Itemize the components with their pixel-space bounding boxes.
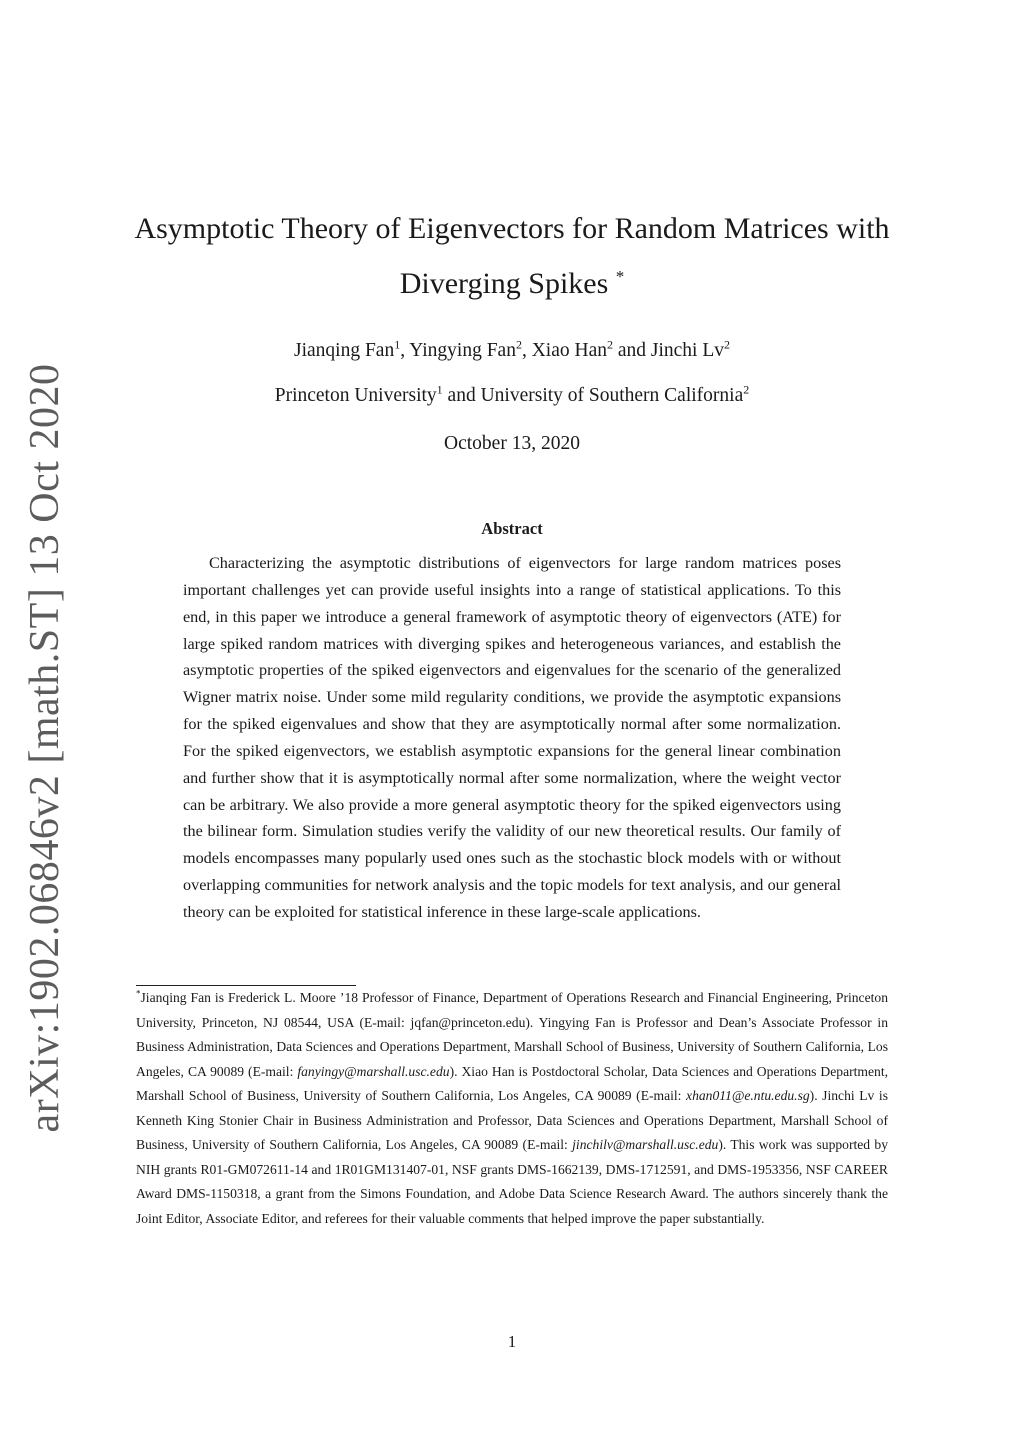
email-address: fanyingy@marshall.usc.edu [297, 1063, 450, 1079]
author-affiliation-mark: 2 [606, 337, 613, 352]
email-address: jinchilv@marshall.usc.edu [572, 1137, 719, 1152]
author-separator: , [400, 340, 410, 361]
footnote [136, 986, 888, 1231]
footnote-mark: * [136, 988, 141, 999]
author-affiliation-mark: 2 [515, 337, 522, 352]
author-name: Xiao Han [531, 340, 607, 361]
title-line-2: Diverging Spikes [399, 267, 609, 300]
publication-date: October 13, 2020 [444, 433, 580, 454]
email-address: xhan011@e.ntu.edu.sg [686, 1088, 810, 1103]
author-name: Yingying Fan [409, 340, 516, 361]
abstract-body: Characterizing the asymptotic distributions of eigenvectors for large random matrices poses important challenges yet can provide useful insights into a range of statistical applications. To this end, in this paper we introduce a general framework of asymptotic theory of eigenvectors (ATE) for large spiked random matrices with diverging spikes and heterogeneous variances, and establish the asymptotic properties of the spiked eigenvectors and eigenvalues for the scenario of the generalized Wigner matrix noise. Under some mild regularity conditions, we provide the asymptotic expansions for the spiked eigenvalues and show that they are asymptotically normal after some normalization. For the spiked eigenvectors, we establish asymptotic expansions for the general linear combination and further show that it is asymptotically normal after some normalization, where the weight vector can be arbitrary. We also provide a more general asymptotic theory for the spiked eigenvectors using the bilinear form. Simulation studies verify the validity of our new theoretical results. Our family of models encompasses many popularly used ones such as the stochastic block models with or without overlapping communities for network analysis and the topic models for text analysis, and our general theory can be exploited for statistical inference in these large-scale applications. [183, 554, 841, 921]
affiliation-name: University of Southern California [480, 385, 744, 406]
title-line-1: Asymptotic Theory of Eigenvectors for Random Matrices with [134, 212, 890, 245]
author-name: Jianqing Fan [293, 340, 395, 361]
author-separator: and [612, 340, 651, 361]
footnote-text: ). Jinchi Lv is Kenneth King Stonier Chair in Business Administration and Professor, Data Sciences and Operations Department, Marshall School of Business, University of Southern California, Los Angeles, CA 90089 (E-mail: [136, 1088, 888, 1152]
title-footnote-mark: * [615, 267, 625, 286]
author-affiliation-mark: 1 [394, 337, 401, 352]
page-number: 1 [507, 1332, 517, 1351]
author-name: Jinchi Lv [650, 340, 725, 361]
author-list [120, 337, 904, 365]
author-affiliation-mark: 2 [724, 337, 731, 352]
author-separator: , [521, 340, 532, 361]
affiliation-name: Princeton University [274, 385, 437, 406]
footnote-text: Jianqing Fan is Frederick L. Moore ’18 Professor of Finance, Department of Operations Research and Financial Engineering, Princeton University, Princeton, NJ 08544, USA (E-mail: jqfan@princeton.edu). Yingying Fan is Professor and Dean’s Associate Professor in Business Administration, Data Sciences and Operations Department, Marshall School of Business, University of Southern California, Los Angeles, CA 90089 (E-mail: [136, 990, 888, 1079]
paper-title [120, 205, 904, 308]
affiliations [120, 382, 904, 410]
affiliation-joiner: and [442, 385, 481, 406]
arxiv-identifier-stamp: arXiv:1902.06846v2 [math.ST] 13 Oct 2020 [22, 363, 68, 1133]
affiliation-mark: 1 [436, 382, 443, 397]
footnote-text: ). Xiao Han is Postdoctoral Scholar, Data Sciences and Operations Department, Marshall School of Business, University of Southern California, Los Angeles, CA 90089 (E-mail: [136, 1063, 889, 1103]
abstract-heading: Abstract [481, 519, 543, 538]
affiliation-mark: 2 [743, 382, 750, 397]
footnote-text: ). This work was supported by NIH grants R01-GM072611-14 and 1R01GM131407-01, NSF grants DMS-1662139, DMS-1712591, and DMS-1953356, NSF CAREER Award DMS-1150318, a grant from the Simons Foundation, and Adobe Data Science Research Award. The authors sincerely thank the Joint Editor, Associate Editor, and referees for their valuable comments that helped improve the paper substantially. [136, 1137, 889, 1226]
